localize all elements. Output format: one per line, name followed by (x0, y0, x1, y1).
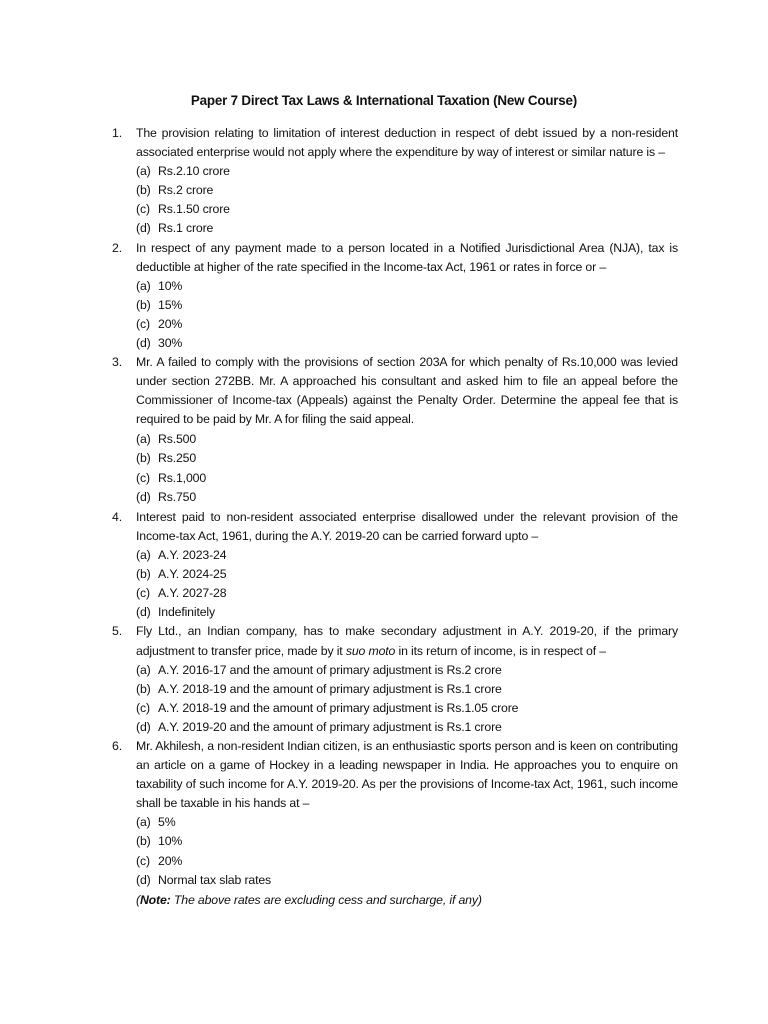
option-b (136, 680, 678, 699)
option-b (136, 449, 678, 469)
option-letter: (a) (136, 278, 151, 293)
question-4 (112, 508, 678, 623)
question-text: In respect of any payment made to a person located in a Notified Jurisdictional Area (NJA), tax is deductible at higher of the rate specified in the Income-tax Act, 1961 or rates in force or – (136, 240, 678, 274)
option-letter: (d) (136, 719, 151, 734)
note-open-paren: ( (136, 893, 140, 907)
question-number: 1. (112, 126, 122, 140)
option-text: 10% (158, 278, 183, 293)
option-text: 20% (158, 853, 183, 868)
option-letter: (b) (136, 183, 151, 198)
question-2 (112, 239, 678, 354)
option-text: A.Y. 2019-20 and the amount of primary adjustment is Rs.1 crore (158, 719, 502, 734)
option-text: 30% (158, 336, 183, 351)
option-letter: (c) (136, 316, 150, 331)
option-text: Normal tax slab rates (158, 872, 272, 887)
option-letter: (d) (136, 490, 151, 505)
option-text: Rs.1 crore (158, 221, 214, 236)
option-letter: (a) (136, 815, 151, 830)
option-text: 15% (158, 297, 183, 312)
option-letter: (d) (136, 336, 151, 351)
question-number: 6. (112, 739, 122, 753)
question-text: Mr. A failed to comply with the provisions of section 203A for which penalty of Rs.10,000 was levied under section 272BB. Mr. A approached his consultant and asked him to file an appeal before the Commissioner of Income-tax (Appeals) against the Penalty Order. Determine the appeal fee that is required to be paid by Mr. A for filing the said appeal. (136, 355, 678, 427)
option-text: A.Y. 2016-17 and the amount of primary adjustment is Rs.2 crore (158, 662, 502, 677)
option-letter: (b) (136, 451, 151, 466)
option-letter: (b) (136, 681, 151, 696)
option-a (136, 162, 678, 181)
option-letter: (d) (136, 872, 151, 887)
option-letter: (c) (136, 470, 150, 485)
question-6 (112, 737, 678, 890)
option-a (136, 661, 678, 680)
option-text: Rs.1,000 (158, 470, 207, 485)
option-b (136, 565, 678, 584)
option-d (136, 488, 678, 508)
option-letter: (c) (136, 700, 150, 715)
question-number: 2. (112, 240, 122, 255)
option-text: Rs.2.10 crore (158, 164, 230, 179)
option-letter: (d) (136, 605, 151, 620)
question-1 (112, 124, 678, 239)
option-c (136, 699, 678, 718)
option-letter: (c) (136, 202, 150, 217)
option-text: A.Y. 2024-25 (158, 567, 227, 582)
question-text-italic: suo moto (345, 643, 396, 658)
question-list (112, 124, 678, 890)
page-title: Paper 7 Direct Tax Laws & International Taxation (New Course) (190, 93, 578, 108)
option-letter: (a) (136, 164, 151, 179)
option-letter: (b) (136, 297, 151, 312)
note-label: Note: (139, 893, 171, 907)
option-c (136, 200, 678, 219)
option-letter: (b) (136, 567, 151, 582)
option-text: Rs.2 crore (158, 183, 214, 198)
option-letter: (a) (136, 431, 151, 446)
option-letter: (a) (136, 548, 151, 563)
option-letter: (c) (136, 853, 150, 868)
option-text: Rs.250 (158, 451, 197, 466)
option-text: Rs.1.50 crore (158, 202, 230, 217)
question-text-end: in its return of income, is in respect of – (395, 643, 606, 658)
option-letter: (b) (136, 834, 151, 849)
question-number: 3. (112, 355, 122, 370)
option-text: A.Y. 2027-28 (158, 586, 227, 601)
option-b (136, 296, 678, 315)
option-c (136, 852, 678, 871)
question-text: Interest paid to non-resident associated enterprise disallowed under the relevant provision of the Income-tax Act, 1961, during the A.Y. 2019-20 can be carried forward upto – (136, 509, 678, 543)
option-text: A.Y. 2023-24 (158, 548, 227, 563)
question-text: The provision relating to limitation of interest deduction in respect of debt issued by a non-resident associated enterprise would not apply where the expenditure by way of interest or similar nature is – (136, 126, 678, 160)
option-d (136, 219, 678, 238)
option-a (136, 813, 678, 832)
option-d (136, 871, 678, 890)
option-letter: (c) (136, 586, 150, 601)
question-5 (112, 622, 678, 737)
option-c (136, 584, 678, 603)
option-text: 10% (158, 834, 183, 849)
question-text: Mr. Akhilesh, a non-resident Indian citizen, is an enthusiastic sports person and is keen on contributing an article on a game of Hockey in a leading newspaper in India. He approaches you to enquire on taxability of such income for A.Y. 2019-20. As per the provisions of Income-tax Act, 1961, such income shall be taxable in his hands at – (136, 739, 678, 811)
option-d (136, 334, 678, 353)
option-d (136, 718, 678, 737)
option-a (136, 277, 678, 296)
question-3 (112, 353, 678, 508)
option-b (136, 832, 678, 851)
option-text: A.Y. 2018-19 and the amount of primary adjustment is Rs.1.05 crore (158, 700, 519, 715)
option-text: Rs.500 (158, 431, 197, 446)
note-text: The above rates are excluding cess and surcharge, if any) (170, 893, 482, 907)
option-a (136, 546, 678, 565)
question-number: 4. (112, 509, 122, 524)
option-letter: (a) (136, 662, 151, 677)
option-c (136, 469, 678, 489)
question-number: 5. (112, 624, 122, 639)
option-letter: (d) (136, 221, 151, 236)
option-text: A.Y. 2018-19 and the amount of primary adjustment is Rs.1 crore (158, 681, 502, 696)
footnote (136, 893, 482, 907)
option-c (136, 315, 678, 334)
question-text (136, 622, 678, 660)
option-text: Rs.750 (158, 490, 197, 505)
option-text: Indefinitely (158, 605, 215, 620)
option-text: 20% (158, 316, 183, 331)
option-d (136, 603, 678, 622)
option-text: 5% (158, 815, 176, 830)
option-b (136, 181, 678, 200)
option-a (136, 430, 678, 450)
question-text-start: Fly Ltd., an Indian company, has to make secondary adjustment in A.Y. 2019-20, if the primary adjustment to transfer price, made by it (136, 624, 678, 658)
